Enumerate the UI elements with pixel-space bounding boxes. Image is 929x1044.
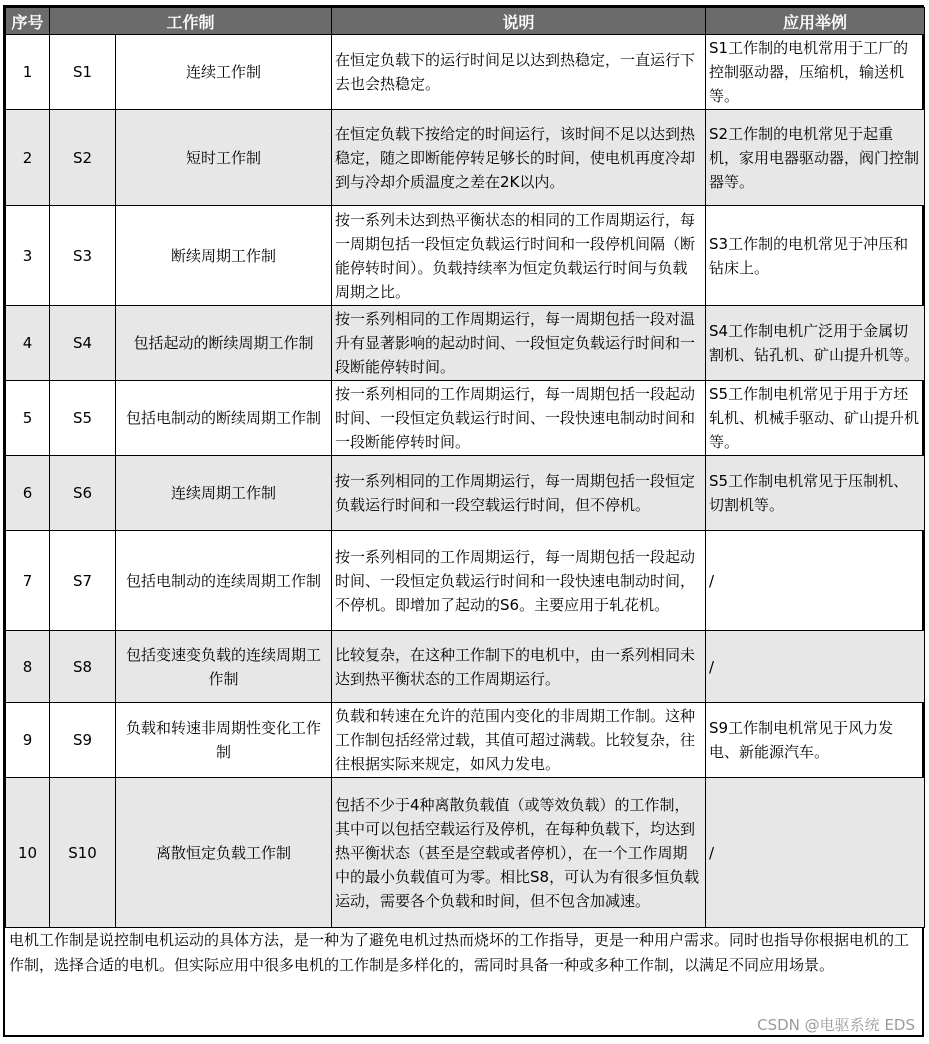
- table-row: [6, 206, 925, 306]
- row-application: S1工作制的电机常用于工厂的控制驱动器，压缩机，输送机等。: [706, 35, 925, 110]
- row-duty-name: 包括起动的断续周期工作制: [116, 306, 332, 381]
- row-index: 7: [6, 531, 50, 631]
- row-code: S9: [50, 703, 116, 778]
- row-code: S10: [50, 778, 116, 928]
- row-duty-name: 包括电制动的连续周期工作制: [116, 531, 332, 631]
- row-index: 6: [6, 456, 50, 531]
- row-description: 包括不少于4种离散负载值（或等效负载）的工作制，其中可以包括空载运行及停机，在每种负载下，均达到热平衡状态（甚至是空载或者停机），在一个工作周期中的最小负载值可为零。相比S8，可认为有很多恒负载运动，需要各个负载和时间，但不包含加减速。: [332, 778, 706, 928]
- row-application: S5工作制电机常见于压制机、切割机等。: [706, 456, 925, 531]
- row-index: 2: [6, 110, 50, 206]
- table-row: [6, 456, 925, 531]
- row-application: S5工作制电机常见于用于方坯轧机、机械手驱动、矿山提升机等。: [706, 381, 925, 456]
- row-application: S4工作制电机广泛用于金属切割机、钻孔机、矿山提升机等。: [706, 306, 925, 381]
- header-description: 说明: [332, 8, 706, 35]
- row-code: S6: [50, 456, 116, 531]
- row-description: 按一系列未达到热平衡状态的相同的工作周期运行，每一周期包括一段恒定负载运行时间和一段停机间隔（断能停转时间）。负载持续率为恒定负载运行时间与负载周期之比。: [332, 206, 706, 306]
- row-duty-name: 包括电制动的断续周期工作制: [116, 381, 332, 456]
- row-description: 负载和转速在允许的范围内变化的非周期工作制。这种工作制包括经常过载，其值可超过满载。比较复杂，往往根据实际来规定，如风力发电。: [332, 703, 706, 778]
- table-header-row: [6, 8, 925, 35]
- row-index: 10: [6, 778, 50, 928]
- header-index: 序号: [6, 8, 50, 35]
- row-duty-name: 连续工作制: [116, 35, 332, 110]
- row-index: 5: [6, 381, 50, 456]
- row-application: /: [706, 778, 925, 928]
- table-row: [6, 35, 925, 110]
- row-index: 8: [6, 631, 50, 703]
- row-code: S1: [50, 35, 116, 110]
- table-row: [6, 631, 925, 703]
- row-description: 在恒定负载下的运行时间足以达到热稳定，一直运行下去也会热稳定。: [332, 35, 706, 110]
- row-description: 在恒定负载下按给定的时间运行，该时间不足以达到热稳定，随之即断能停转足够长的时间，使电机再度冷却到与冷却介质温度之差在2K以内。: [332, 110, 706, 206]
- row-duty-name: 短时工作制: [116, 110, 332, 206]
- row-duty-name: 负载和转速非周期性变化工作制: [116, 703, 332, 778]
- row-code: S3: [50, 206, 116, 306]
- table-row: [6, 531, 925, 631]
- footnote: 电机工作制是说控制电机运动的具体方法，是一种为了避免电机过热而烧坏的工作指导，更是一种用户需求。同时也指导你根据电机的工作制，选择合适的电机。但实际应用中很多电机的工作制是多样化的，需同时具备一种或多种工作制，以满足不同应用场景。: [9, 931, 910, 974]
- header-duty: 工作制: [50, 8, 332, 35]
- table-row: [6, 110, 925, 206]
- row-duty-name: 连续周期工作制: [116, 456, 332, 531]
- row-application: /: [706, 631, 925, 703]
- row-code: S8: [50, 631, 116, 703]
- row-duty-name: 断续周期工作制: [116, 206, 332, 306]
- header-application: 应用举例: [706, 8, 925, 35]
- row-description: 按一系列相同的工作周期运行，每一周期包括一段起动时间、一段恒定负载运行时间、一段快速电制动时间和一段断能停转时间。: [332, 381, 706, 456]
- row-index: 4: [6, 306, 50, 381]
- row-description: 按一系列相同的工作周期运行，每一周期包括一段起动时间、一段恒定负载运行时间和一段快速电制动时间，不停机。即增加了起动的S6。主要应用于轧花机。: [332, 531, 706, 631]
- row-code: S5: [50, 381, 116, 456]
- row-description: 按一系列相同的工作周期运行，每一周期包括一段对温升有显著影响的起动时间、一段恒定负载运行时间和一段断能停转时间。: [332, 306, 706, 381]
- table-row: [6, 381, 925, 456]
- row-code: S2: [50, 110, 116, 206]
- row-index: 1: [6, 35, 50, 110]
- row-application: S3工作制的电机常见于冲压和钻床上。: [706, 206, 925, 306]
- row-description: 比较复杂，在这种工作制下的电机中，由一系列相同未达到热平衡状态的工作周期运行。: [332, 631, 706, 703]
- row-index: 3: [6, 206, 50, 306]
- duty-type-table: [5, 7, 925, 928]
- row-duty-name: 离散恒定负载工作制: [116, 778, 332, 928]
- row-application: S2工作制的电机常见于起重机，家用电器驱动器，阀门控制器等。: [706, 110, 925, 206]
- row-index: 9: [6, 703, 50, 778]
- row-duty-name: 包括变速变负载的连续周期工作制: [116, 631, 332, 703]
- row-code: S4: [50, 306, 116, 381]
- duty-type-sheet: [3, 5, 924, 1037]
- row-description: 按一系列相同的工作周期运行，每一周期包括一段恒定负载运行时间和一段空载运行时间，但不停机。: [332, 456, 706, 531]
- row-code: S7: [50, 531, 116, 631]
- watermark: CSDN @电驱系统 EDS: [757, 1016, 915, 1034]
- table-row: [6, 306, 925, 381]
- row-application: S9工作制电机常见于风力发电、新能源汽车。: [706, 703, 925, 778]
- table-row: [6, 778, 925, 928]
- row-application: /: [706, 531, 925, 631]
- table-row: [6, 703, 925, 778]
